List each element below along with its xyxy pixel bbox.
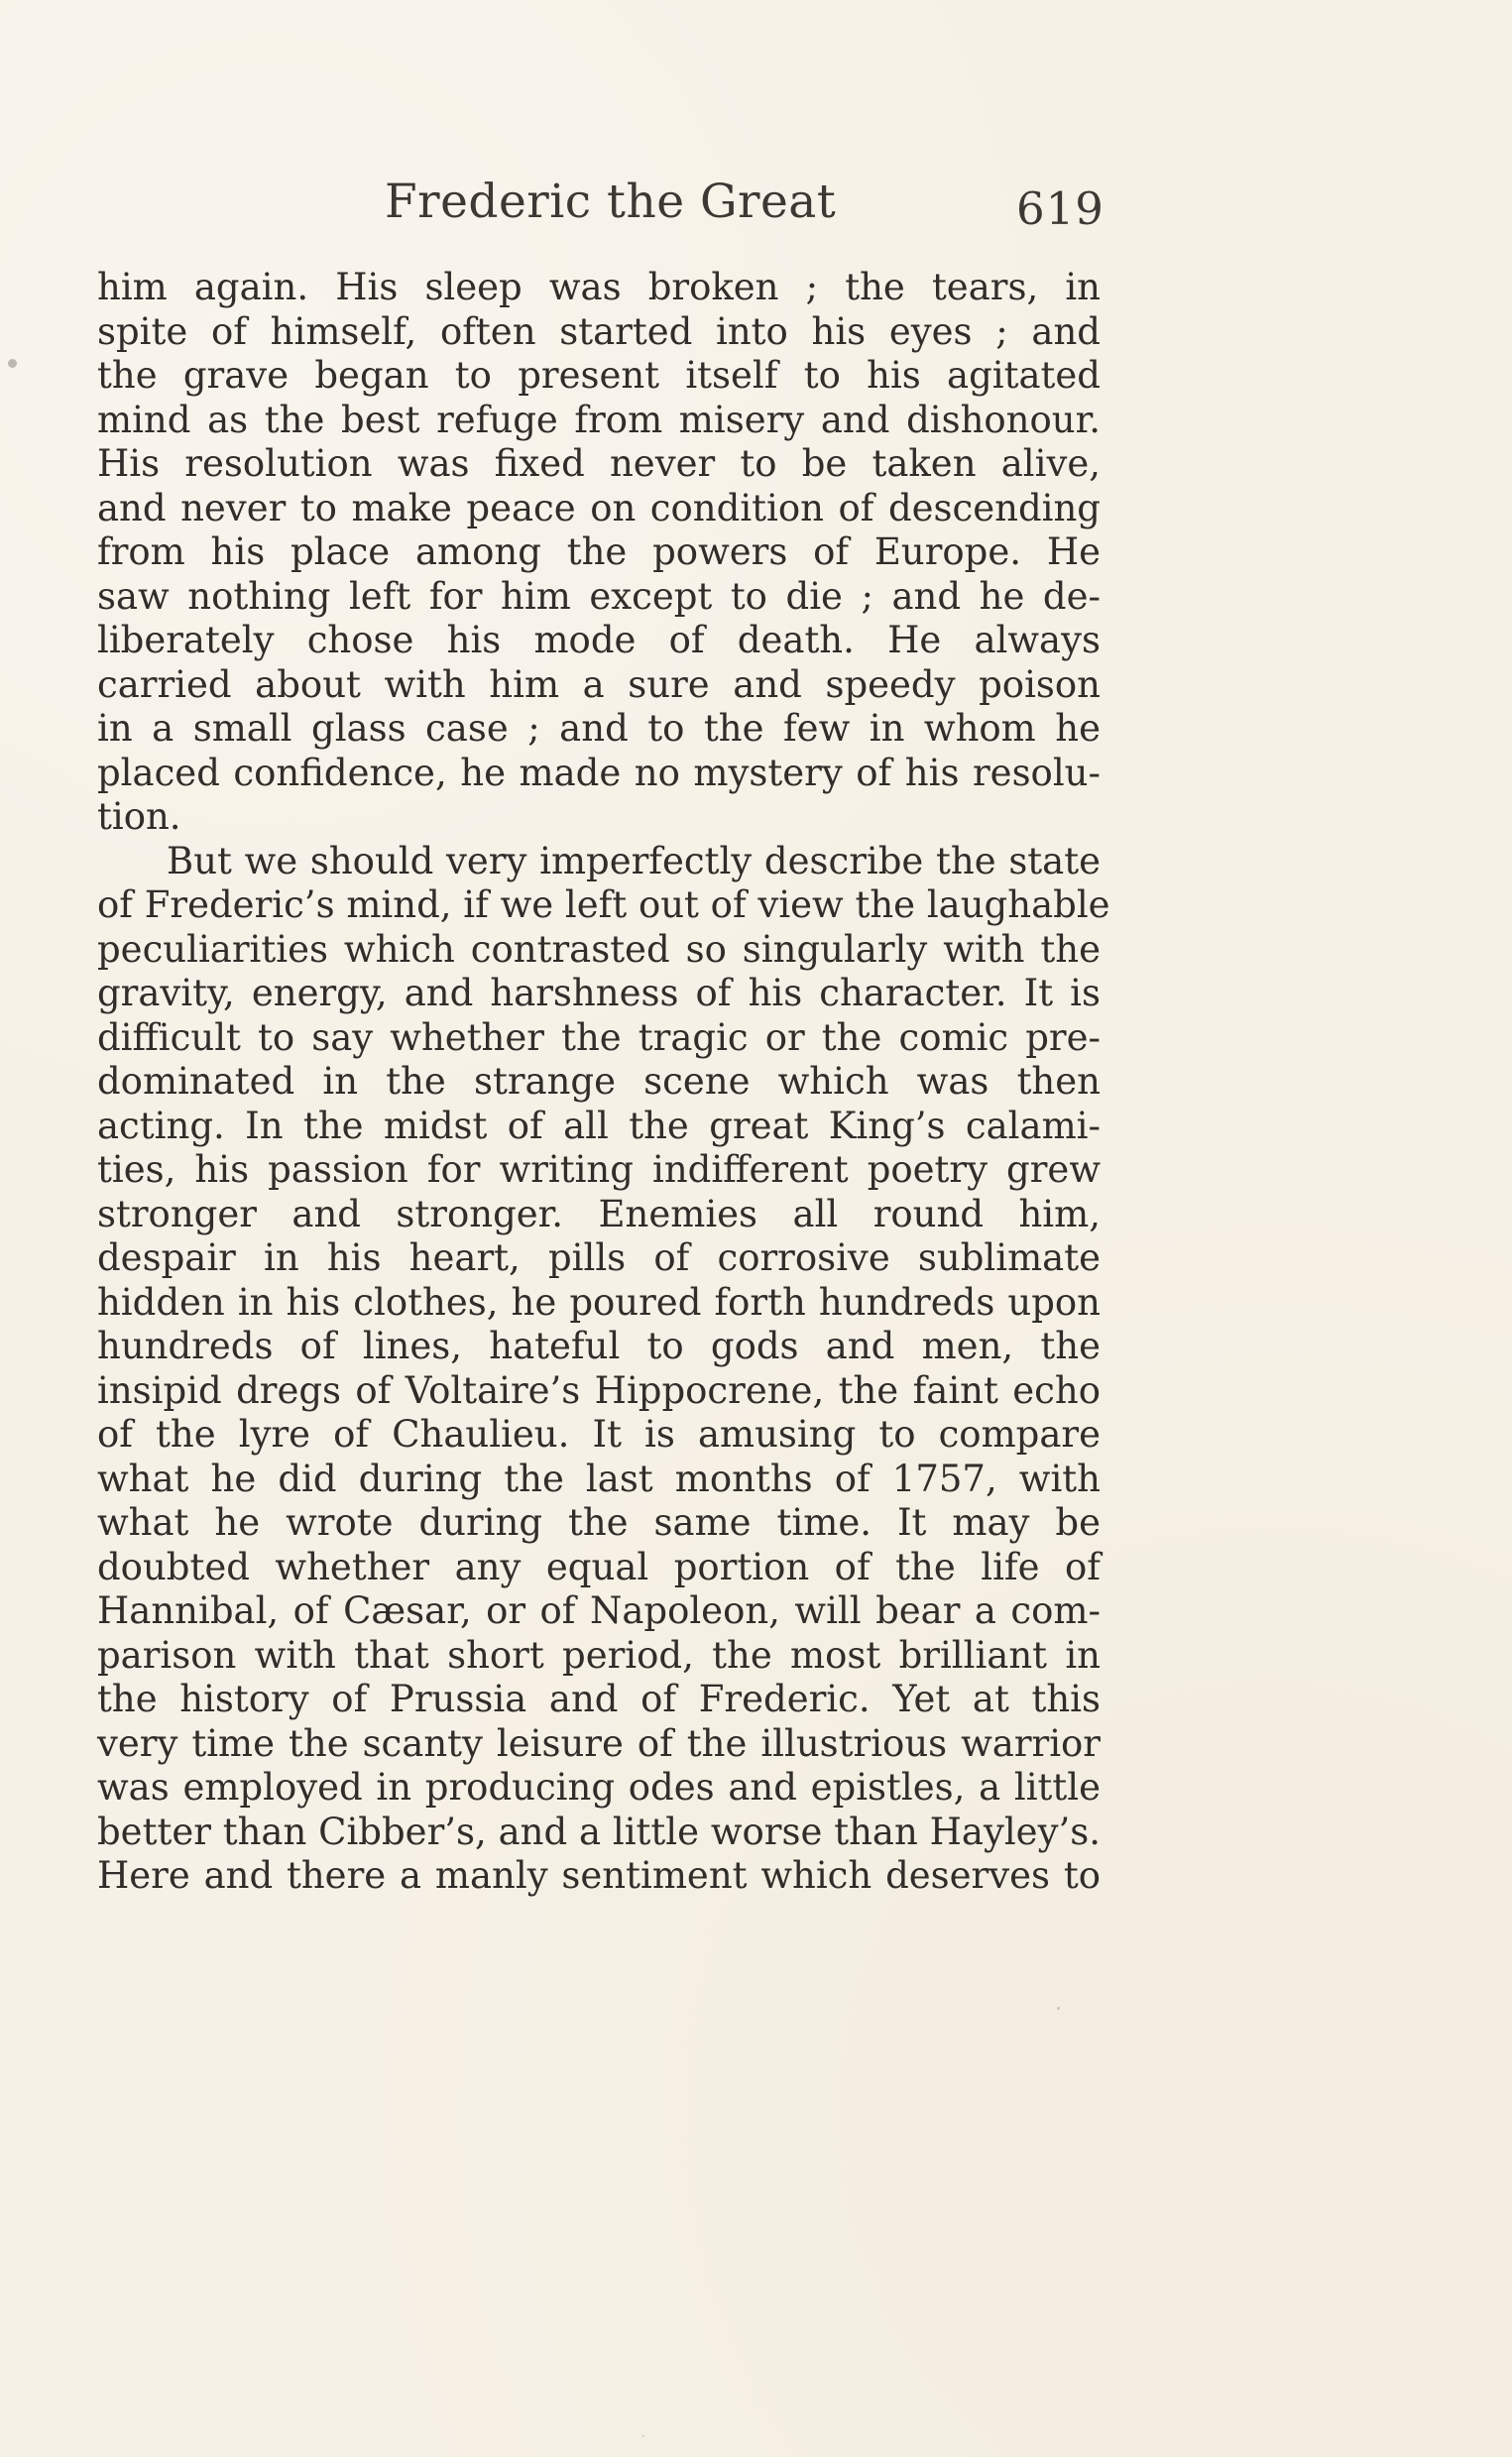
paper-speck — [8, 359, 17, 368]
text-line: insipid dregs of Voltaire’s Hippocrene, the faint echo — [97, 1368, 1101, 1412]
text-line: hidden in his clothes, he poured forth hundreds upon — [97, 1280, 1101, 1324]
text-line: from his place among the powers of Europe. He — [97, 530, 1101, 573]
text-line: acting. In the midst of all the great King’s calami- — [97, 1104, 1101, 1147]
running-head — [0, 171, 1512, 250]
text-line: in a small glass case ; and to the few in whom he — [97, 707, 1101, 750]
text-line: doubted whether any equal portion of the life of — [97, 1545, 1101, 1588]
text-line: despair in his heart, pills of corrosive sublimate — [97, 1236, 1101, 1279]
text-line: ties, his passion for writing indifferent poetry grew — [97, 1148, 1101, 1191]
text-line: what he did during the last months of 1757, with — [97, 1457, 1101, 1500]
page-number: 619 — [1016, 182, 1105, 235]
text-line: parison with that short period, the most brilliant in — [97, 1633, 1101, 1677]
text-line: of Frederic’s mind, if we left out of view the laughable — [97, 883, 1110, 926]
text-line: peculiarities which contrasted so singularly with the — [97, 927, 1101, 971]
text-line: gravity, energy, and harshness of his character. It is — [97, 972, 1101, 1014]
paper-speck — [1057, 2007, 1060, 2010]
text-line: spite of himself, often started into his eyes ; and — [97, 309, 1101, 353]
text-line: Here and there a manly sentiment which deserves to — [97, 1854, 1101, 1897]
text-line: and never to make peace on condition of descending — [97, 486, 1101, 529]
text-line: tion. — [97, 795, 181, 838]
text-line: Hannibal, of Cæsar, or of Napoleon, will bear a com- — [97, 1589, 1101, 1632]
text-line: carried about with him a sure and speedy poison — [97, 662, 1101, 706]
text-line: liberately chose his mode of death. He always — [97, 619, 1101, 661]
text-line: the history of Prussia and of Frederic. Yet at this — [97, 1678, 1101, 1720]
text-line: difficult to say whether the tragic or the comic pre- — [97, 1015, 1101, 1059]
text-line: His resolution was fixed never to be taken alive, — [97, 442, 1101, 485]
paper-speck — [642, 2435, 644, 2437]
text-line: placed confidence, he made no mystery of his resolu- — [97, 751, 1101, 794]
text-line: was employed in producing odes and epistles, a little — [97, 1766, 1101, 1809]
text-line: what he wrote during the same time. It may be — [97, 1501, 1101, 1544]
text-line: the grave began to present itself to his agitated — [97, 354, 1101, 397]
text-line: better than Cibber’s, and a little worse than Hayley’s. — [97, 1810, 1101, 1853]
text-line: him again. His sleep was broken ; the tears, in — [97, 266, 1101, 308]
text-line: stronger and stronger. Enemies all round him, — [97, 1192, 1101, 1235]
text-line: very time the scanty leisure of the illustrious warrior — [97, 1721, 1101, 1765]
text-line: of the lyre of Chaulieu. It is amusing to compare — [97, 1413, 1101, 1456]
body-text — [97, 266, 1110, 1899]
text-line: saw nothing left for him except to die ; and he de- — [97, 574, 1101, 618]
text-line: dominated in the strange scene which was then — [97, 1060, 1101, 1103]
paragraph-first-line: But we should very imperfectly describe the state — [167, 839, 1101, 882]
text-line: hundreds of lines, hateful to gods and men, the — [97, 1325, 1101, 1367]
page-title: Frederic the Great — [385, 175, 837, 229]
text-line: mind as the best refuge from misery and dishonour. — [97, 398, 1101, 441]
